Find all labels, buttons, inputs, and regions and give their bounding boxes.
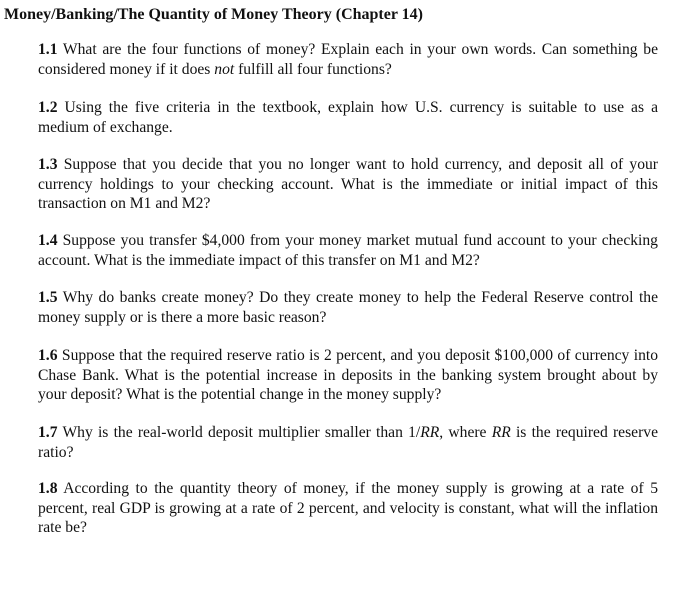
question-text: What are the four functions of money? Explain each in your own words. Can something be considered money if it does	[38, 41, 658, 78]
question-emphasis: not	[214, 60, 235, 78]
question-1-7	[38, 423, 658, 462]
question-text-middle: , where	[439, 424, 492, 441]
question-emphasis: RR	[491, 424, 511, 441]
question-1-2	[38, 98, 658, 137]
question-number: 1.3	[38, 156, 58, 173]
question-1-6	[38, 346, 658, 405]
question-text: According to the quantity theory of money, if the money supply is growing at a rate of 5 percent, real GDP is growing at a rate of 2 percent, and velocity is constant, what will the inflation rate be?	[38, 480, 658, 536]
question-text: Using the five criteria in the textbook, explain how U.S. currency is suitable to use as a medium of exchange.	[38, 99, 658, 136]
question-1-1	[38, 40, 658, 79]
question-number: 1.8	[38, 480, 58, 497]
question-number: 1.1	[38, 41, 58, 58]
question-text-end: fulfill all four functions?	[234, 60, 392, 78]
question-1-8	[38, 479, 658, 538]
question-number: 1.7	[38, 424, 58, 441]
question-1-3	[38, 155, 658, 214]
question-number: 1.5	[38, 289, 58, 306]
question-number: 1.2	[38, 99, 58, 116]
question-text: Suppose you transfer $4,000 from your money market mutual fund account to your checking account. What is the immediate impact of this transfer on M1 and M2?	[38, 232, 658, 269]
question-number: 1.4	[38, 232, 58, 249]
question-1-5	[38, 288, 658, 327]
question-text-end: is the required reserve ratio?	[38, 424, 658, 461]
question-text: Suppose that you decide that you no longer want to hold currency, and deposit all of your currency holdings to your checking account. What is the immediate or initial impact of this transaction on M1 and M2?	[38, 156, 658, 212]
page-title: Money/Banking/The Quantity of Money Theory (Chapter 14)	[4, 6, 423, 23]
question-text: Why is the real-world deposit multiplier smaller than 1/	[62, 424, 421, 441]
question-1-4	[38, 231, 658, 270]
question-text: Why do banks create money? Do they create money to help the Federal Reserve control the money supply or is there a more basic reason?	[38, 289, 658, 326]
question-number: 1.6	[38, 347, 58, 364]
question-emphasis: RR	[420, 424, 440, 441]
question-text: Suppose that the required reserve ratio is 2 percent, and you deposit $100,000 of currency into Chase Bank. What is the potential increase in deposits in the banking system brought about by your deposit? What is the potential change in the money supply?	[38, 347, 658, 403]
